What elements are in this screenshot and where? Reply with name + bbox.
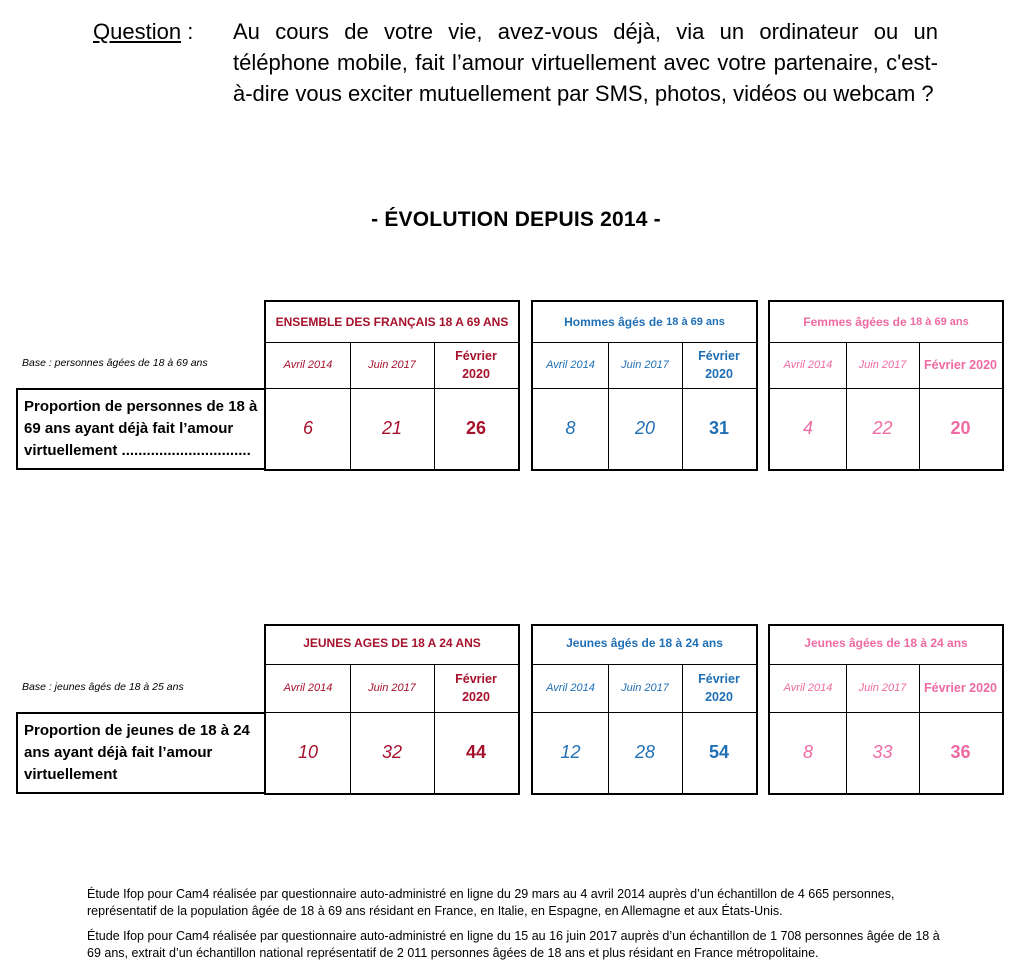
question-colon: : (187, 19, 194, 44)
table1-hommes-value-1: 8 (565, 418, 576, 438)
table2-femmes-value-2: 33 (872, 742, 893, 762)
table1-ensemble-period-1: Avril 2014 (283, 359, 333, 371)
table1-hommes-value-3: 31 (708, 418, 730, 438)
table1-hommes-value-2: 20 (634, 418, 656, 438)
table1-ensemble-period-2: Juin 2017 (368, 359, 416, 371)
table2-hommes-period-1: Avril 2014 (546, 682, 595, 694)
table2-row-label (16, 712, 266, 794)
table2-ensemble-period-1: Avril 2014 (283, 682, 333, 694)
table2-hommes-period-3: Février 2020 (698, 672, 740, 704)
table1-femmes-value-1: 4 (802, 418, 813, 438)
table2-ensemble-period-3: Février 2020 (455, 672, 497, 704)
table1-femmes-value-3: 20 (950, 418, 971, 438)
table1-hommes-period-2: Juin 2017 (621, 359, 669, 371)
table2-femmes-value-1: 8 (802, 742, 813, 762)
table1-group-hommes (531, 300, 758, 471)
table1-femmes-period-3: Février 2020 (924, 358, 997, 372)
table1-femmes-period-1: Avril 2014 (783, 359, 833, 371)
question-label-text: Question (93, 19, 182, 44)
table2-ensemble-value-1: 10 (297, 742, 319, 762)
table2-row-label-text: Proportion de jeunes de 18 à 24 ans ayant déjà fait l’amour virtuellement (24, 722, 250, 783)
table2-femmes-period-1: Avril 2014 (783, 682, 833, 694)
table1-hommes-header-suffix: 18 à 69 ans (666, 316, 725, 328)
table2-hommes-value-3: 54 (708, 742, 730, 762)
table2-hommes-value-1: 12 (560, 742, 581, 762)
table2-ensemble-value-2: 32 (381, 742, 403, 762)
table2-hommes-header (533, 626, 756, 660)
table1-ensemble-header-text: ENSEMBLE DES FRANÇAIS 18 A 69 ANS (275, 315, 509, 329)
table2-ensemble-header (266, 626, 518, 660)
table2-ensemble-period-2: Juin 2017 (368, 682, 416, 694)
table1-femmes-period-2: Juin 2017 (858, 359, 907, 371)
table1-ensemble-value-1: 6 (302, 418, 313, 438)
table1-ensemble-value-3: 26 (465, 418, 487, 438)
table1-ensemble-value-2: 21 (381, 418, 403, 438)
table1-hommes-period-3: Février 2020 (698, 349, 740, 381)
footnote-2014: Étude Ifop pour Cam4 réalisée par questionnaire auto-administré en ligne du 29 mars au 4 avril 2014 auprès d’un échantillon de 4 665 personnes, représentatif de la population âgée de 18 à 69 ans résidant en France, en Italie, en Espagne, en Allemagne et aux États-Unis. (87, 887, 895, 918)
table1-femmes-header-suffix: 18 à 69 ans (910, 316, 969, 328)
table1-row-label-dots: ............................... (121, 442, 251, 459)
question-label (93, 16, 193, 47)
table1-hommes-header-text: Hommes âgés de (564, 315, 663, 329)
table1-femmes-header-text: Femmes âgées de (803, 315, 907, 329)
table1-hommes-header (533, 302, 756, 342)
table2-ensemble-header-text: JEUNES AGES DE 18 A 24 ANS (303, 636, 481, 650)
table1-group-ensemble (264, 300, 520, 471)
table2-group-hommes (531, 624, 758, 795)
table1-row-label (16, 388, 266, 470)
table1-ensemble-period-3: Février 2020 (455, 349, 497, 381)
table2-hommes-header-text: Jeunes âgés de 18 à 24 ans (566, 636, 723, 650)
footnote-2017: Étude Ifop pour Cam4 réalisée par questionnaire auto-administré en ligne du 15 au 16 juin 2017 auprès d’un échantillon de 1 708 personnes âgée de 18 à 69 ans, extrait d’un échantillon national représentatif de 2 011 personnes âgées de 18 ans et plus résidant en France métropolitaine. (87, 929, 940, 960)
evolution-title: - ÉVOLUTION DEPUIS 2014 - (371, 208, 661, 231)
table1-femmes-value-2: 22 (872, 418, 893, 438)
table1-femmes-header (770, 302, 1002, 342)
table2-femmes-header-text: Jeunes âgées de 18 à 24 ans (804, 636, 968, 650)
table2-femmes-header (770, 626, 1002, 660)
table2-group-femmes (768, 624, 1004, 795)
table2-femmes-period-3: Février 2020 (924, 681, 997, 695)
table2-group-ensemble (264, 624, 520, 795)
table1-hommes-period-1: Avril 2014 (546, 359, 595, 371)
table2-hommes-value-2: 28 (634, 742, 656, 762)
table2-hommes-period-2: Juin 2017 (621, 682, 669, 694)
table1-base: Base : personnes âgées de 18 à 69 ans (22, 357, 208, 369)
table1-group-femmes (768, 300, 1004, 471)
table2-ensemble-value-3: 44 (465, 742, 487, 762)
table1-ensemble-header (266, 302, 518, 342)
table2-base: Base : jeunes âgés de 18 à 25 ans (22, 681, 184, 693)
table1-row-label-text: Proportion de personnes de 18 à 69 ans ayant déjà fait l’amour virtuellement (24, 398, 258, 459)
table2-femmes-value-3: 36 (950, 742, 971, 762)
table2-femmes-period-2: Juin 2017 (858, 682, 907, 694)
question-text: Au cours de votre vie, avez-vous déjà, via un ordinateur ou un téléphone mobile, fait l’amour virtuellement avec votre partenaire, c'est-à-dire vous exciter mutuellement par SMS, photos, vidéos ou webcam ? (233, 19, 938, 106)
